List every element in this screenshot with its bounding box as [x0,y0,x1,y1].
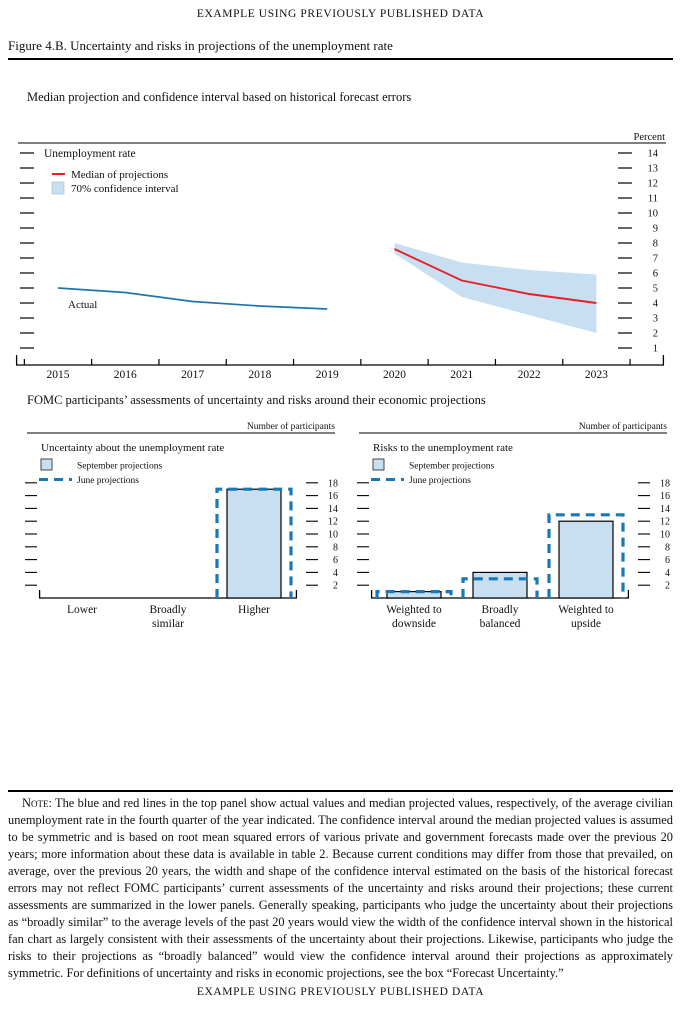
x-tick-label: 2017 [181,369,205,381]
x-tick-label: 2023 [584,369,608,381]
y-tick-label: 18 [660,478,670,490]
category-label: Broadly [481,604,519,616]
y-tick-label: 14 [328,503,338,515]
y-tick-label: 13 [647,163,658,175]
note-text: The blue and red lines in the top panel show actual values and median projected values, respectively, of the average civilian unemployment rate in the fourth quarter of the year indicated. The confidence interval around the median projected values is assumed to be symmetric and is based on root mean squared errors of various private and government forecasts made over the previous 20 years; more information about these data is available in table 2. Because current conditions may differ from those that prevailed, on average, over the previous 20 years, the width and shape of the confidence interval estimated on the basis of the historical forecast errors may not reflect FOMC participants’ current assessments of the uncertainty and risks around their projections; these current assessments are summarized in the lower panels. Generally speaking, participants who judge the uncertainty about their projections as “broadly similar” to the average levels of the past 20 years would view the width of the confidence interval shown in the historical fan chart as largely consistent with their assessments of the uncertainty about their projections. Likewise, participants who judge the risks to their projections as “broadly balanced” would view the confidence interval around their projections as approximately symmetric. For definitions of uncertainty and risks in economic projections, see the box “Forecast Uncertainty.” [8,796,673,980]
september-bar [559,521,613,598]
y-tick-label: 8 [333,542,338,554]
september-legend-label: September projections [77,461,163,472]
x-tick-label: 2022 [517,369,541,381]
y-tick-label: 1 [652,343,658,355]
uncertainty-bar-chart [25,420,343,636]
y-tick-label: 5 [652,283,658,295]
y-tick-label: 12 [328,516,338,528]
y-tick-label: 8 [665,542,670,554]
y-tick-label: 10 [328,529,338,541]
participants-axis-label: Number of participants [246,422,335,432]
y-tick-label: 6 [333,555,338,567]
category-label: Lower [66,604,98,616]
panel-title: Uncertainty about the unemployment rate [41,442,225,454]
category-label: similar [152,618,184,630]
median-legend-label: Median of projections [71,169,169,181]
y-tick-label: 2 [652,328,658,340]
x-tick-label: 2016 [113,369,137,381]
x-tick-label: 2020 [383,369,406,381]
y-tick-label: 12 [660,516,670,528]
y-tick-label: 16 [328,491,338,503]
september-legend-swatch-icon [41,459,52,470]
footer-banner: EXAMPLE USING PREVIOUSLY PUBLISHED DATA [196,986,485,998]
june-legend-label: June projections [77,476,140,486]
september-bar [473,572,527,598]
fan-chart-caption: Median projection and confidence interval based on historical forecast errors [27,90,412,104]
y-tick-label: 10 [647,208,658,220]
y-tick-label: 6 [652,268,658,280]
september-legend-swatch-icon [373,459,384,470]
category-label: downside [391,618,437,630]
category-label: upside [570,618,602,630]
note-label: Note: [22,796,52,810]
y-tick-label: 8 [652,238,658,250]
y-tick-label: 4 [665,567,670,579]
header-banner: EXAMPLE USING PREVIOUSLY PUBLISHED DATA [196,8,485,20]
panel-title: Risks to the unemployment rate [373,442,513,454]
y-tick-label: 9 [652,223,658,235]
y-tick-label: 2 [665,580,670,592]
note-rule [8,790,673,792]
september-legend-label: September projections [409,461,495,472]
y-tick-label: 4 [333,567,338,579]
category-label: Higher [238,604,270,616]
y-tick-label: 12 [647,178,658,190]
fan-chart-title: Unemployment rate [44,148,136,160]
y-tick-label: 10 [660,529,670,541]
title-rule [8,58,673,60]
september-bar [227,489,281,598]
category-label: Weighted to [558,604,614,616]
y-tick-label: 7 [652,253,658,265]
june-legend-label: June projections [409,476,472,486]
y-tick-label: 11 [647,193,658,205]
y-tick-label: 18 [328,478,338,490]
actual-series-label: Actual [68,299,98,311]
y-tick-label: 4 [652,298,658,310]
actual-line [58,288,327,309]
y-tick-label: 14 [647,148,658,160]
participants-axis-label: Number of participants [578,422,667,432]
y-tick-label: 3 [652,313,658,325]
x-tick-label: 2015 [46,369,70,381]
y-tick-label: 2 [333,580,338,592]
category-label: balanced [479,618,521,630]
percent-axis-label: Percent [633,132,665,143]
x-tick-label: 2018 [248,369,272,381]
x-tick-label: 2021 [450,369,474,381]
note-paragraph [8,795,673,982]
y-tick-label: 6 [665,555,670,567]
x-tick-label: 2019 [315,369,339,381]
y-tick-label: 16 [660,491,670,503]
confidence-legend-swatch-icon [52,182,64,194]
confidence-legend-label: 70% confidence interval [71,183,179,195]
fan-chart [8,130,673,382]
panels-section-title: FOMC participants’ assessments of uncertainty and risks around their economic projections [27,393,486,407]
y-tick-label: 14 [660,503,670,515]
category-label: Broadly [149,604,187,616]
figure-title: Figure 4.B. Uncertainty and risks in projections of the unemployment rate [8,38,393,53]
category-label: Weighted to [386,604,442,616]
risks-bar-chart [357,420,675,636]
